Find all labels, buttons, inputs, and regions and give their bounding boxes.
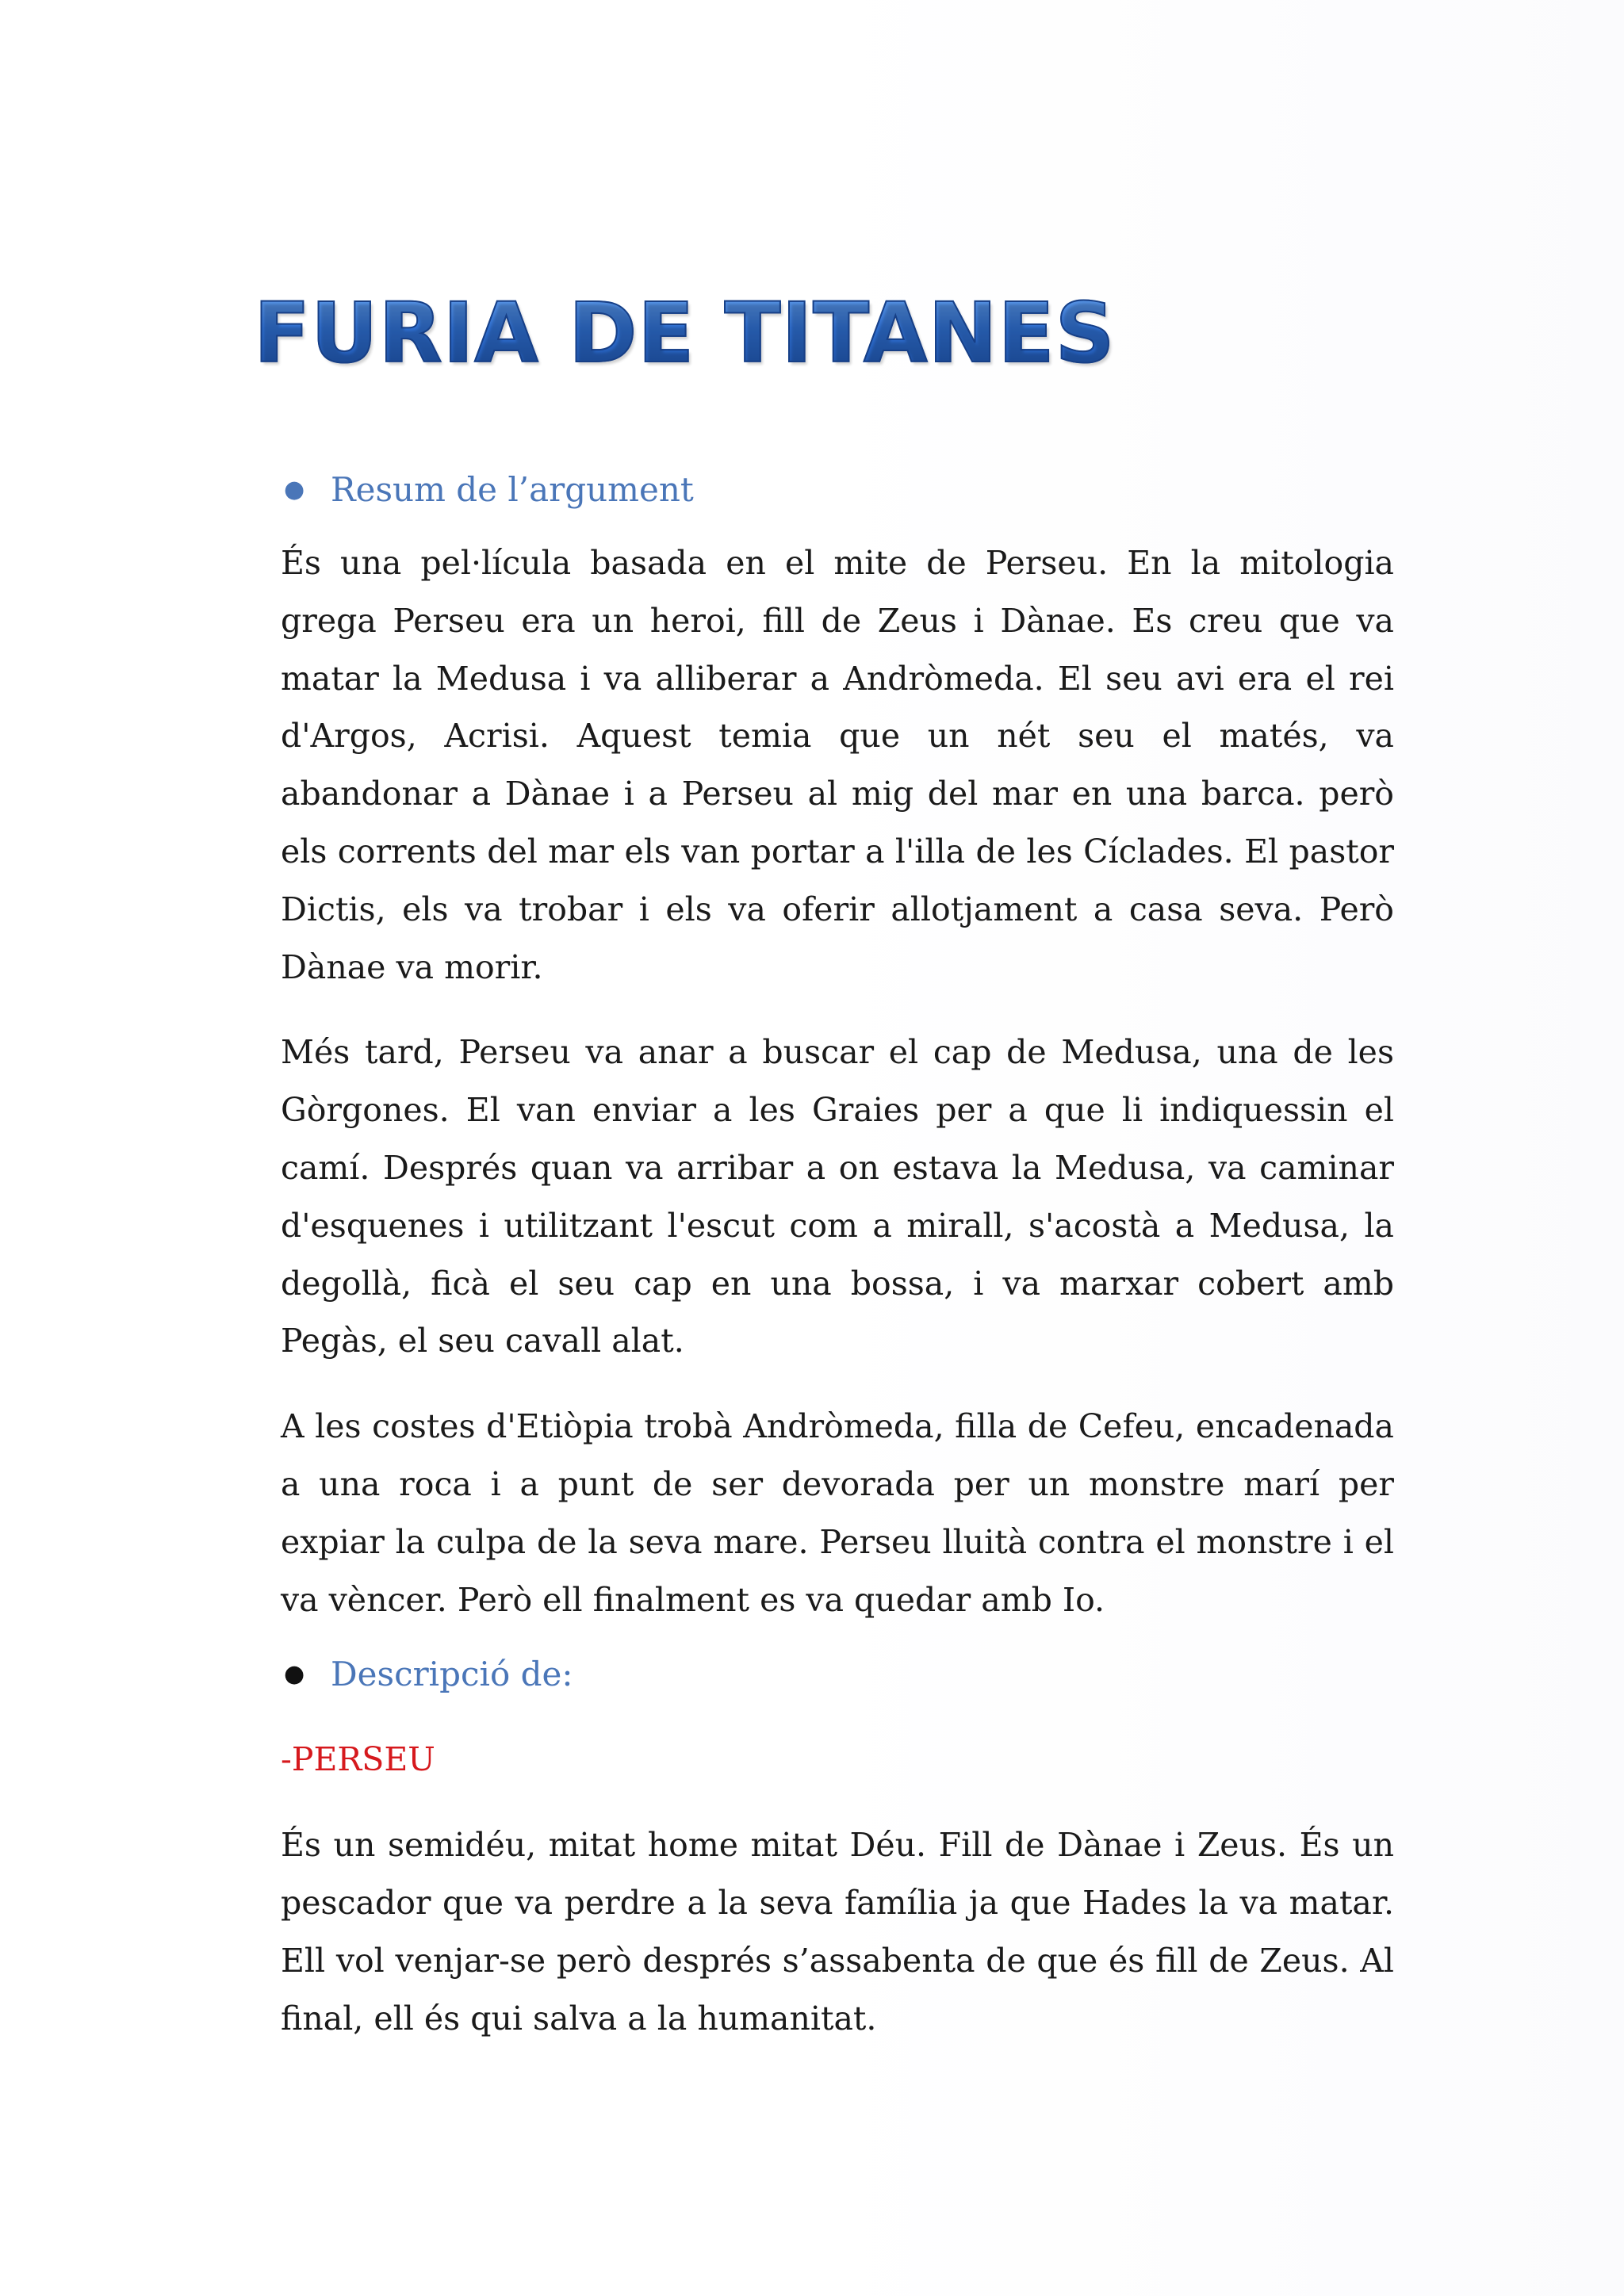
bullet-icon: ● bbox=[284, 1660, 305, 1689]
section-heading-label: Descripció de: bbox=[331, 1655, 573, 1694]
document-body bbox=[281, 466, 1394, 2048]
character-description-perseu: És un semidéu, mitat home mitat Déu. Fill de Dànae i Zeus. És un pescador que va perdre a la seva família ja que Hades la va matar. Ell vol venjar-se però després s’assabenta de que és fill de Zeus. Al final, ell és qui salva a la humanitat. bbox=[281, 1826, 1394, 2038]
document-title: FURIA DE TITANES bbox=[254, 285, 1116, 381]
bullet-icon: ● bbox=[284, 476, 305, 503]
section-heading-label: Resum de l’argument bbox=[331, 470, 694, 509]
section-heading-description bbox=[281, 1651, 1394, 1698]
summary-paragraph-1: És una pel·lícula basada en el mite de Perseu. En la mitologia grega Perseu era un heroi, fill de Zeus i Dànae. Es creu que va matar la Medusa i va alliberar a Andròmeda. El seu avi era el rei d'Argos, Acrisi. Aquest temia que un nét seu el matés, va abandonar a Dànae i a Perseu al mig del mar en una barca. però els corrents del mar els van portar a l'illa de les Cíclades. El pastor Dictis, els va trobar i els va oferir allotjament a casa seva. Però Dànae va morir. bbox=[281, 544, 1394, 986]
summary-paragraph-2: Més tard, Perseu va anar a buscar el cap de Medusa, una de les Gòrgones. El van enviar a les Graies per a que li indiquessin el camí. Després quan va arribar a on estava la Medusa, va caminar d'esquenes i utilitzant l'escut com a mirall, s'acostà a Medusa, la degollà, ficà el seu cap en una bossa, i va marxar cobert amb Pegàs, el seu cavall alat. bbox=[281, 1033, 1394, 1360]
character-name-perseu: -PERSEU bbox=[281, 1740, 435, 1779]
summary-paragraph-3: A les costes d'Etiòpia trobà Andròmeda, filla de Cefeu, encadenada a una roca i a punt de ser devorada per un monstre marí per expiar la culpa de la seva mare. Perseu lluità contra el monstre i el va vèncer. Però ell finalment es va quedar amb Io. bbox=[281, 1407, 1394, 1619]
section-heading-summary bbox=[281, 466, 1394, 514]
